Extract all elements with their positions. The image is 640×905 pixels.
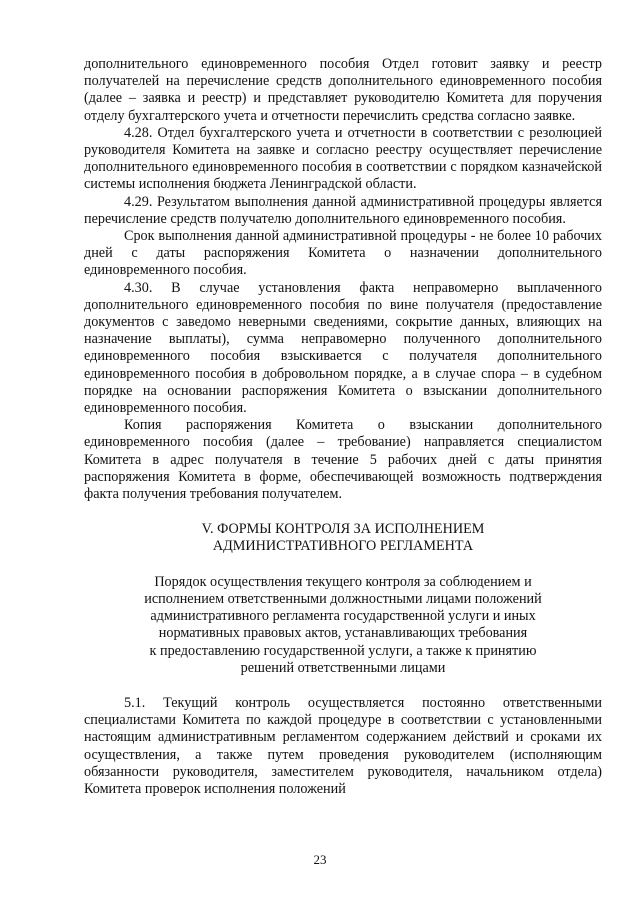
paragraph-4-29: 4.29. Результатом выполнения данной административной процедуры является перечисление средств получателю дополнительного единовременного пособия.	[84, 193, 602, 227]
subtitle-line: административного регламента государственной услуги и иных	[150, 608, 536, 625]
subtitle-line: исполнением ответственными должностными лицами положений	[144, 590, 542, 607]
subtitle-line: решений ответственными лицами	[240, 659, 446, 676]
section-title-line-1: V. ФОРМЫ КОНТРОЛЯ ЗА ИСПОЛНЕНИЕМ	[201, 521, 485, 538]
section-title	[84, 521, 602, 555]
subsection-heading	[84, 574, 602, 677]
paragraph-continuation: дополнительного единовременного пособия Отдел готовит заявку и реестр получателей на перечисление средств дополнительного единовременного пособия (далее – заявка и реестр) и представляет руководителю Комитета для поручения отделу бухгалтерского учета и отчетности перечислить средства согласно заявке.	[84, 56, 602, 124]
paragraph-4-28: 4.28. Отдел бухгалтерского учета и отчетности в соответствии с резолюцией руководителя Комитета на заявке и согласно реестру осуществляет перечисление дополнительного единовременного пособия в соответствии с порядком казначейской системы исполнения бюджета Ленинградской области.	[84, 124, 602, 193]
paragraph-4-30: 4.30. В случае установления факта неправомерно выплаченного дополнительного единовременного пособия по вине получателя (предоставление документов с заведомо неверными сведениями, сокрытие данных, влияющих на назначение выплаты), сумма неправомерно полученного дополнительного единовременного пособия взыскивается с получателя дополнительного единовременного пособия в добровольном порядке, а в случае спора – в судебном порядке на основании распоряжения Комитета о взыскании дополнительного единовременного пособия.	[84, 279, 602, 417]
paragraph-deadline: Срок выполнения данной административной процедуры - не более 10 рабочих дней с даты распоряжения Комитета о назначении дополнительного единовременного пособия.	[84, 228, 602, 279]
document-page	[84, 56, 602, 798]
paragraph-copy-order: Копия распоряжения Комитета о взыскании дополнительного единовременного пособия (далее – требование) направляется специалистом Комитета в адрес получателя в течение 5 рабочих дней с даты принятия распоряжения Комитета в форме, обеспечивающей возможность подтверждения факта получения требования получателем.	[84, 417, 602, 503]
subtitle-line: нормативных правовых актов, устанавливающих требования	[158, 625, 528, 642]
subtitle-line: к предоставлению государственной услуги, а также к принятию	[149, 642, 537, 659]
subtitle-line: Порядок осуществления текущего контроля за соблюдением и	[154, 573, 532, 590]
paragraph-5-1: 5.1. Текущий контроль осуществляется постоянно ответственными специалистами Комитета по каждой процедуре в соответствии с установленными настоящим административным регламентом содержанием действий и сроками их осуществления, а также путем проведения руководителем (исполняющим обязанности руководителя, заместителем руководителя, начальником отдела) Комитета проверок исполнения положений	[84, 694, 602, 797]
page-number: 23	[313, 852, 327, 867]
section-title-line-2: АДМИНИСТРАТИВНОГО РЕГЛАМЕНТА	[212, 538, 474, 555]
spacer	[84, 677, 602, 695]
